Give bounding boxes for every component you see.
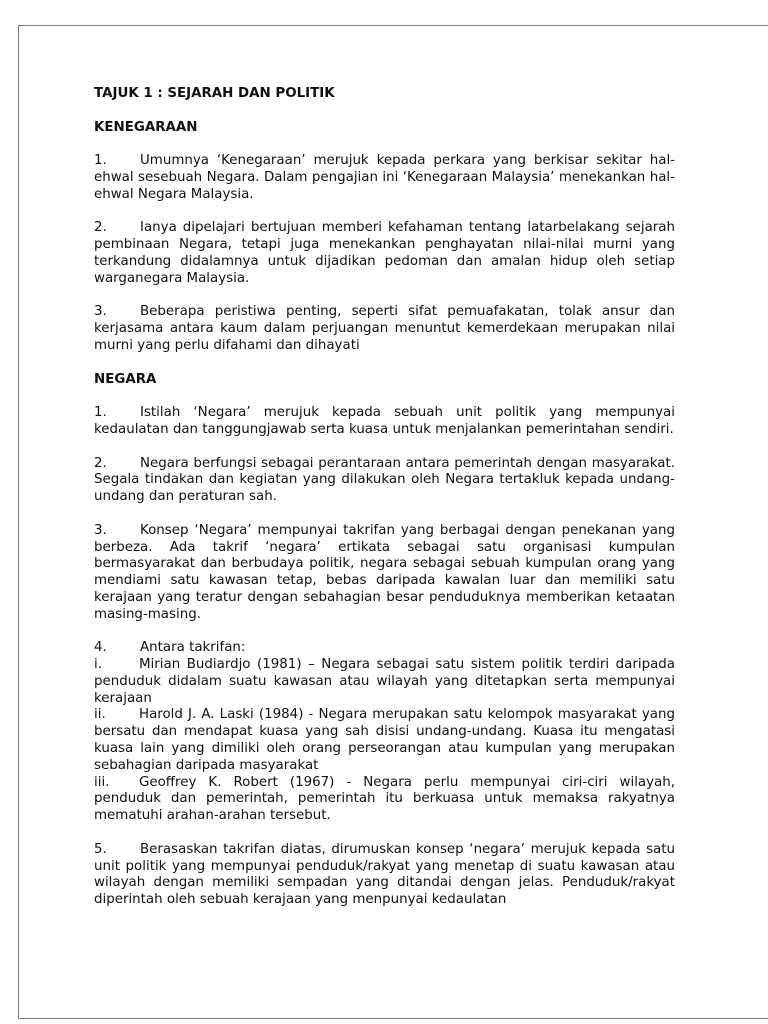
section-heading-negara: NEGARA <box>94 371 157 387</box>
paragraph <box>94 405 675 439</box>
paragraph-text: Antara takrifan: <box>140 640 246 656</box>
paragraph <box>94 640 675 657</box>
paragraph <box>94 523 675 624</box>
definition-item <box>94 657 675 707</box>
paragraph-number: 2. <box>94 455 107 471</box>
document-page <box>18 25 768 1019</box>
paragraph-text: Berasaskan takrifan diatas, dirumuskan konsep ‘negara’ merujuk kepada satu unit politik yang mempunyai penduduk/rakyat yang menetap di suatu kawasan atau wilayah dengan memiliki sempadan yang ditandai dengan jelas. Penduduk/rakyat diperintah oleh sebuah kerajaan yang menpunyai kedaulatan <box>94 841 675 908</box>
paragraph <box>94 304 675 354</box>
definition-number: i. <box>94 657 102 673</box>
paragraph-text: Konsep ‘Negara’ mempunyai takrifan yang berbagai dengan penekanan yang berbeza. Ada takrif ‘negara’ ertikata sebagai satu organisasi kumpulan bermasyarakat dan berbudaya politik, negara sebagai sebuah kumpulan orang yang mendiami satu kawasan tetap, bebas daripada kawalan luar dan memiliki satu kerajaan yang teratur dengan sebahagian besar penduduknya memberikan ketaatan masing-masing. <box>94 522 675 622</box>
paragraph-number: 5. <box>94 841 107 857</box>
paragraph-number: 3. <box>94 522 107 538</box>
paragraph-text: Beberapa peristiwa penting, seperti sifat pemuafakatan, tolak ansur dan kerjasama antara kaum dalam perjuangan menuntut kemerdekaan merupakan nilai murni yang perlu difahami dan dihayati <box>94 304 675 353</box>
definition-text: Harold J. A. Laski (1984) - Negara merupakan satu kelompok masyarakat yang bersatu dan mendapat kuasa yang sah disisi undang-undang. Kuasa itu mengatasi kuasa lain yang dimiliki oleh orang perseorangan atau kumpulan yang merupakan sebahagian daripada masyarakat <box>94 707 675 773</box>
page-content <box>94 86 675 926</box>
definition-number: ii. <box>94 707 106 723</box>
definition-text: Mirian Budiardjo (1981) – Negara sebagai satu sistem politik terdiri daripada penduduk didalam suatu kawasan atau wilayah yang ditetapkan serta mempunyai kerajaan <box>94 657 675 706</box>
section-heading-kenegaraan: KENEGARAAN <box>94 119 198 135</box>
paragraph <box>94 153 675 203</box>
paragraph-text: Negara berfungsi sebagai perantaraan antara pemerintah dengan masyarakat. Segala tindakan dan kegiatan yang dilakukan oleh Negara tertakluk kepada undang-undang dan peraturan sah. <box>94 455 675 505</box>
paragraph-number: 2. <box>94 220 107 236</box>
paragraph <box>94 220 675 287</box>
definition-item <box>94 775 675 825</box>
paragraph <box>94 842 675 909</box>
paragraph-number: 3. <box>94 304 107 320</box>
paragraph-number: 1. <box>94 153 107 169</box>
paragraph-text: Ianya dipelajari bertujuan memberi kefahaman tentang latarbelakang sejarah pembinaan Negara, tetapi juga menekankan penghayatan nilai-nilai murni yang terkandung didalamnya untuk dijadikan pedoman dan amalan hidup oleh setiap warganegara Malaysia. <box>94 220 675 286</box>
paragraph-number: 4. <box>94 640 107 656</box>
paragraph <box>94 456 675 506</box>
definition-item <box>94 707 675 774</box>
definition-text: Geoffrey K. Robert (1967) - Negara perlu mempunyai ciri-ciri wilayah, penduduk dan pemerintah, pemerintah itu berkuasa untuk memaksa rakyatnya mematuhi arahan-arahan tersebut. <box>94 774 675 824</box>
definition-number: iii. <box>94 774 110 790</box>
paragraph-text: Istilah ‘Negara’ merujuk kepada sebuah unit politik yang mempunyai kedaulatan dan tanggungjawab serta kuasa untuk menjalankan pemerintahan sendiri. <box>94 405 675 437</box>
paragraph-text: Umumnya ‘Kenegaraan’ merujuk kepada perkara yang berkisar sekitar hal-ehwal sesebuah Negara. Dalam pengajian ini ‘Kenegaraan Malaysia’ menekankan hal-ehwal Negara Malaysia. <box>94 153 675 202</box>
document-title: TAJUK 1 : SEJARAH DAN POLITIK <box>94 86 335 101</box>
paragraph-number: 1. <box>94 405 107 421</box>
